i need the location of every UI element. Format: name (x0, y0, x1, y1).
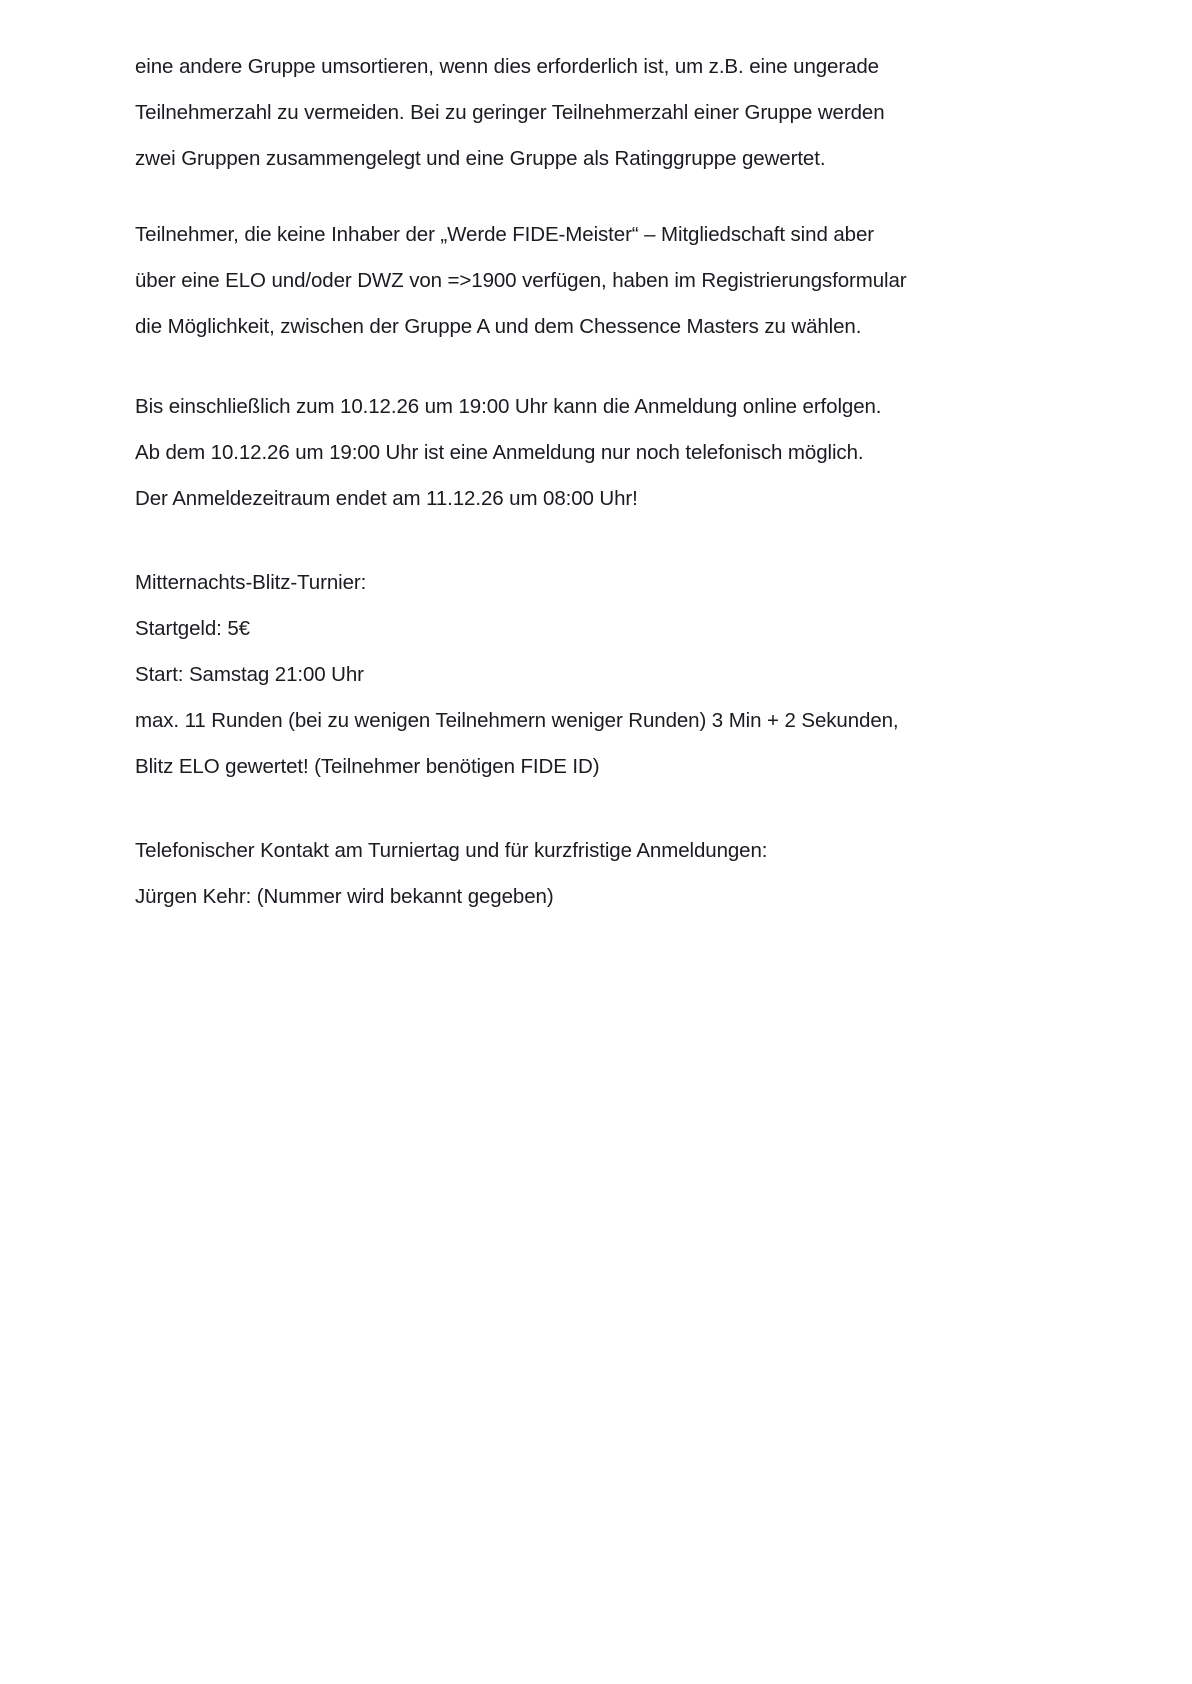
blitz-turnier-wertung: Blitz ELO gewertet! (Teilnehmer benötigen FIDE ID) (135, 755, 600, 778)
text-line: Teilnehmerzahl zu vermeiden. Bei zu geringer Teilnehmerzahl einer Gruppe werden (135, 101, 885, 124)
text-line: zwei Gruppen zusammengelegt und eine Gruppe als Ratinggruppe gewertet. (135, 147, 826, 170)
paragraph-mitternachts-blitz-turnier (135, 560, 995, 790)
text-line: eine andere Gruppe umsortieren, wenn dies erforderlich ist, um z.B. eine ungerade (135, 55, 879, 78)
kontakt-person: Jürgen Kehr: (Nummer wird bekannt gegeben) (135, 885, 554, 908)
paragraph-fide-meister-mitgliedschaft (135, 212, 995, 350)
document-body (135, 44, 995, 920)
text-line: Der Anmeldezeitraum endet am 11.12.26 um 08:00 Uhr! (135, 487, 638, 510)
blitz-turnier-startgeld: Startgeld: 5€ (135, 617, 250, 640)
blitz-turnier-heading: Mitternachts-Blitz-Turnier: (135, 571, 367, 594)
text-line: Bis einschließlich zum 10.12.26 um 19:00 Uhr kann die Anmeldung online erfolgen. (135, 395, 882, 418)
paragraph-gruppen-umsortierung (135, 44, 995, 182)
text-line: die Möglichkeit, zwischen der Gruppe A und dem Chessence Masters zu wählen. (135, 315, 862, 338)
blitz-turnier-start: Start: Samstag 21:00 Uhr (135, 663, 364, 686)
text-line: über eine ELO und/oder DWZ von =>1900 verfügen, haben im Registrierungsformular (135, 269, 907, 292)
text-line: Ab dem 10.12.26 um 19:00 Uhr ist eine Anmeldung nur noch telefonisch möglich. (135, 441, 864, 464)
kontakt-hinweis: Telefonischer Kontakt am Turniertag und für kurzfristige Anmeldungen: (135, 839, 768, 862)
paragraph-anmeldefristen (135, 384, 995, 522)
blitz-turnier-modus: max. 11 Runden (bei zu wenigen Teilnehmern weniger Runden) 3 Min + 2 Sekunden, (135, 709, 899, 732)
paragraph-telefonischer-kontakt (135, 828, 995, 920)
text-line: Teilnehmer, die keine Inhaber der „Werde FIDE-Meister“ – Mitgliedschaft sind aber (135, 223, 874, 246)
